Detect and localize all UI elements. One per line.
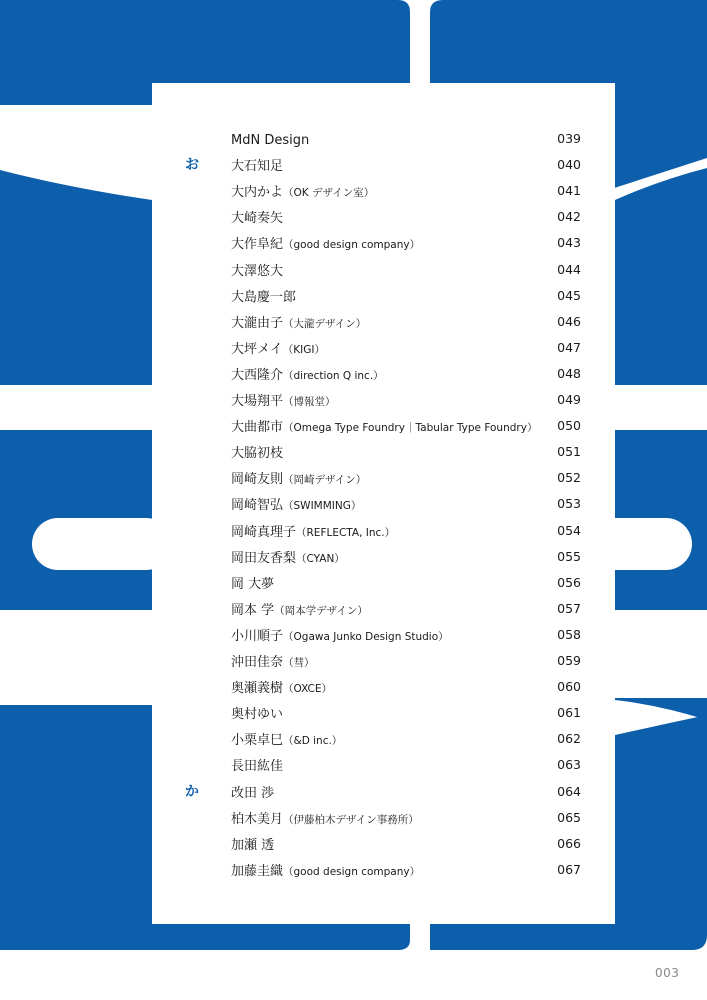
entry-name-group [231, 779, 274, 807]
designer-affiliation: （岡崎デザイン） [283, 474, 367, 487]
designer-name: 岡田友香梨 [231, 550, 297, 566]
index-entry [152, 622, 615, 648]
index-entry [152, 596, 615, 622]
index-entry [152, 230, 615, 256]
index-entry [152, 126, 615, 152]
entry-name-group [231, 361, 384, 389]
index-entry [152, 178, 615, 204]
white-gap-right [615, 610, 707, 698]
white-gap-left [0, 610, 152, 705]
designer-affiliation: （彗） [283, 657, 315, 669]
entry-name-group [231, 283, 296, 311]
entry-page-number: 041 [557, 183, 581, 199]
entry-page-number: 056 [557, 574, 581, 590]
designer-name: 岡崎智弘 [231, 498, 284, 514]
kana-section-marker: お [185, 157, 199, 174]
entry-name-group [231, 309, 366, 337]
entry-page-number: 044 [557, 261, 581, 277]
designer-affiliation: （SWIMMING） [283, 500, 362, 513]
designer-name: 大瀧由子 [231, 315, 284, 331]
designer-name: 岡本 学 [231, 602, 275, 618]
index-entry [152, 152, 615, 178]
entry-name-group [231, 596, 368, 624]
designer-name: 大崎奏矢 [231, 211, 284, 227]
entry-name-group [231, 674, 332, 702]
entry-name-group [231, 126, 309, 154]
entry-name-group [231, 805, 419, 833]
designer-name: MdN Design [231, 133, 310, 148]
designer-name: 大島慶一郎 [231, 289, 297, 305]
designer-affiliation: （伊藤柏木デザイン事務所） [283, 813, 419, 826]
index-entry [152, 726, 615, 752]
entry-page-number: 060 [557, 679, 581, 695]
index-entry [152, 752, 615, 778]
entry-page-number: 042 [557, 209, 581, 225]
designer-name: 大曲都市 [231, 420, 284, 436]
entry-page-number: 046 [557, 313, 581, 329]
designer-name: 小栗卓巳 [231, 733, 284, 749]
entry-name-group [231, 178, 374, 206]
entry-page-number: 063 [557, 757, 581, 773]
entry-page-number: 065 [557, 809, 581, 825]
entry-name-group [231, 465, 366, 493]
designer-name: 加藤圭織 [231, 863, 284, 879]
index-entry [152, 700, 615, 726]
designer-name: 奥瀬義樹 [231, 681, 284, 697]
entry-name-group [231, 257, 283, 285]
designer-name: 岡崎真理子 [231, 524, 297, 540]
entry-page-number: 053 [557, 496, 581, 512]
designer-name: 柏木美月 [231, 811, 284, 827]
designer-affiliation: （OXCE） [283, 683, 333, 696]
designer-name: 大澤悠大 [231, 263, 284, 279]
entry-page-number: 048 [557, 365, 581, 381]
designer-name: 改田 渉 [231, 785, 275, 801]
kana-section-marker: か [185, 783, 199, 800]
entry-page-number: 062 [557, 731, 581, 747]
entry-name-group [231, 413, 537, 441]
index-entry [152, 335, 615, 361]
entry-name-group [231, 570, 274, 598]
designer-name: 大脇初枝 [231, 446, 284, 462]
entry-page-number: 040 [557, 157, 581, 173]
designer-affiliation: （CYAN） [296, 552, 345, 565]
designer-name: 小川順子 [231, 628, 284, 644]
entry-page-number: 049 [557, 392, 581, 407]
index-entry [152, 257, 615, 283]
designer-affiliation: （Ogawa Junko Design Studio） [283, 630, 449, 643]
index-entry [152, 283, 615, 309]
entry-page-number: 045 [557, 287, 581, 303]
designer-name: 大内かよ [231, 185, 284, 201]
designer-name: 大西隆介 [231, 367, 284, 383]
entry-name-group [231, 831, 274, 859]
entry-page-number: 066 [557, 835, 581, 851]
index-entry [152, 805, 615, 831]
entry-name-group [231, 857, 420, 885]
entry-page-number: 050 [557, 418, 581, 434]
designer-affiliation: （good design company） [283, 239, 421, 252]
index-entry [152, 387, 615, 413]
index-entry [152, 309, 615, 335]
entry-page-number: 058 [557, 626, 581, 642]
designer-name: 岡崎友則 [231, 472, 284, 488]
index-entry [152, 518, 615, 544]
index-entry [152, 465, 615, 491]
entry-page-number: 067 [557, 861, 581, 877]
entry-name-group [231, 726, 342, 754]
designer-affiliation: （OK デザイン室） [283, 187, 375, 200]
white-bulge-left [32, 518, 172, 570]
entry-page-number: 047 [557, 339, 581, 355]
designer-affiliation: （博報堂） [283, 396, 336, 408]
entry-name-group [231, 491, 361, 519]
index-entry [152, 570, 615, 596]
designer-affiliation: （direction Q inc.） [283, 369, 384, 382]
index-entry [152, 857, 615, 883]
index-entry [152, 831, 615, 857]
index-entry [152, 204, 615, 230]
entry-name-group [231, 387, 336, 415]
designer-name: 大石知足 [231, 159, 284, 175]
index-entry [152, 413, 615, 439]
entry-page-number: 064 [557, 783, 581, 799]
entry-page-number: 043 [557, 235, 581, 251]
designer-name: 沖田佳奈 [231, 655, 284, 670]
entry-name-group [231, 204, 283, 232]
entry-name-group [231, 700, 283, 728]
index-entry [152, 544, 615, 570]
entry-name-group [231, 622, 449, 650]
designer-name: 大作阜紀 [231, 237, 284, 253]
entry-page-number: 059 [557, 653, 581, 668]
designer-affiliation: （KIGI） [282, 343, 325, 356]
designer-affiliation: （大瀧デザイン） [283, 317, 367, 330]
designer-affiliation: （REFLECTA, Inc.） [296, 526, 396, 539]
designer-name: 長田紘佳 [231, 759, 284, 775]
index-entry [152, 779, 615, 805]
index-entry [152, 491, 615, 517]
designer-name: 大坪メイ [231, 341, 283, 357]
blue-block-left-middle [0, 170, 152, 385]
entry-name-group [231, 518, 395, 546]
entry-name-group [231, 439, 283, 467]
index-entry [152, 648, 615, 674]
index-panel [152, 83, 615, 924]
index-entry [152, 439, 615, 465]
entry-page-number: 061 [557, 705, 581, 721]
blue-block-right-middle [615, 168, 707, 385]
entry-page-number: 054 [557, 522, 581, 538]
designer-name: 奥村ゆい [231, 707, 284, 723]
entry-name-group [231, 648, 315, 676]
designer-affiliation: （&D inc.） [283, 735, 343, 748]
entry-page-number: 039 [557, 131, 581, 146]
entry-name-group [231, 752, 283, 780]
entry-page-number: 055 [557, 548, 581, 564]
page-number: 003 [655, 966, 680, 980]
entry-page-number: 052 [557, 470, 581, 486]
designer-name: 大場翔平 [231, 394, 284, 409]
entry-name-group [231, 544, 345, 572]
designer-name: 加瀬 透 [231, 837, 275, 853]
index-entry [152, 361, 615, 387]
designer-affiliation: （good design company） [283, 865, 421, 878]
designer-name: 岡 大夢 [231, 576, 275, 592]
entry-name-group [231, 152, 283, 180]
entry-name-group [231, 230, 420, 258]
index-entry [152, 674, 615, 700]
entry-page-number: 057 [557, 600, 581, 616]
entry-name-group [231, 335, 325, 363]
designer-affiliation: （岡本学デザイン） [274, 604, 368, 617]
designer-affiliation: （Omega Type Foundry｜Tabular Type Foundry） [283, 422, 538, 435]
entry-page-number: 051 [557, 444, 581, 460]
